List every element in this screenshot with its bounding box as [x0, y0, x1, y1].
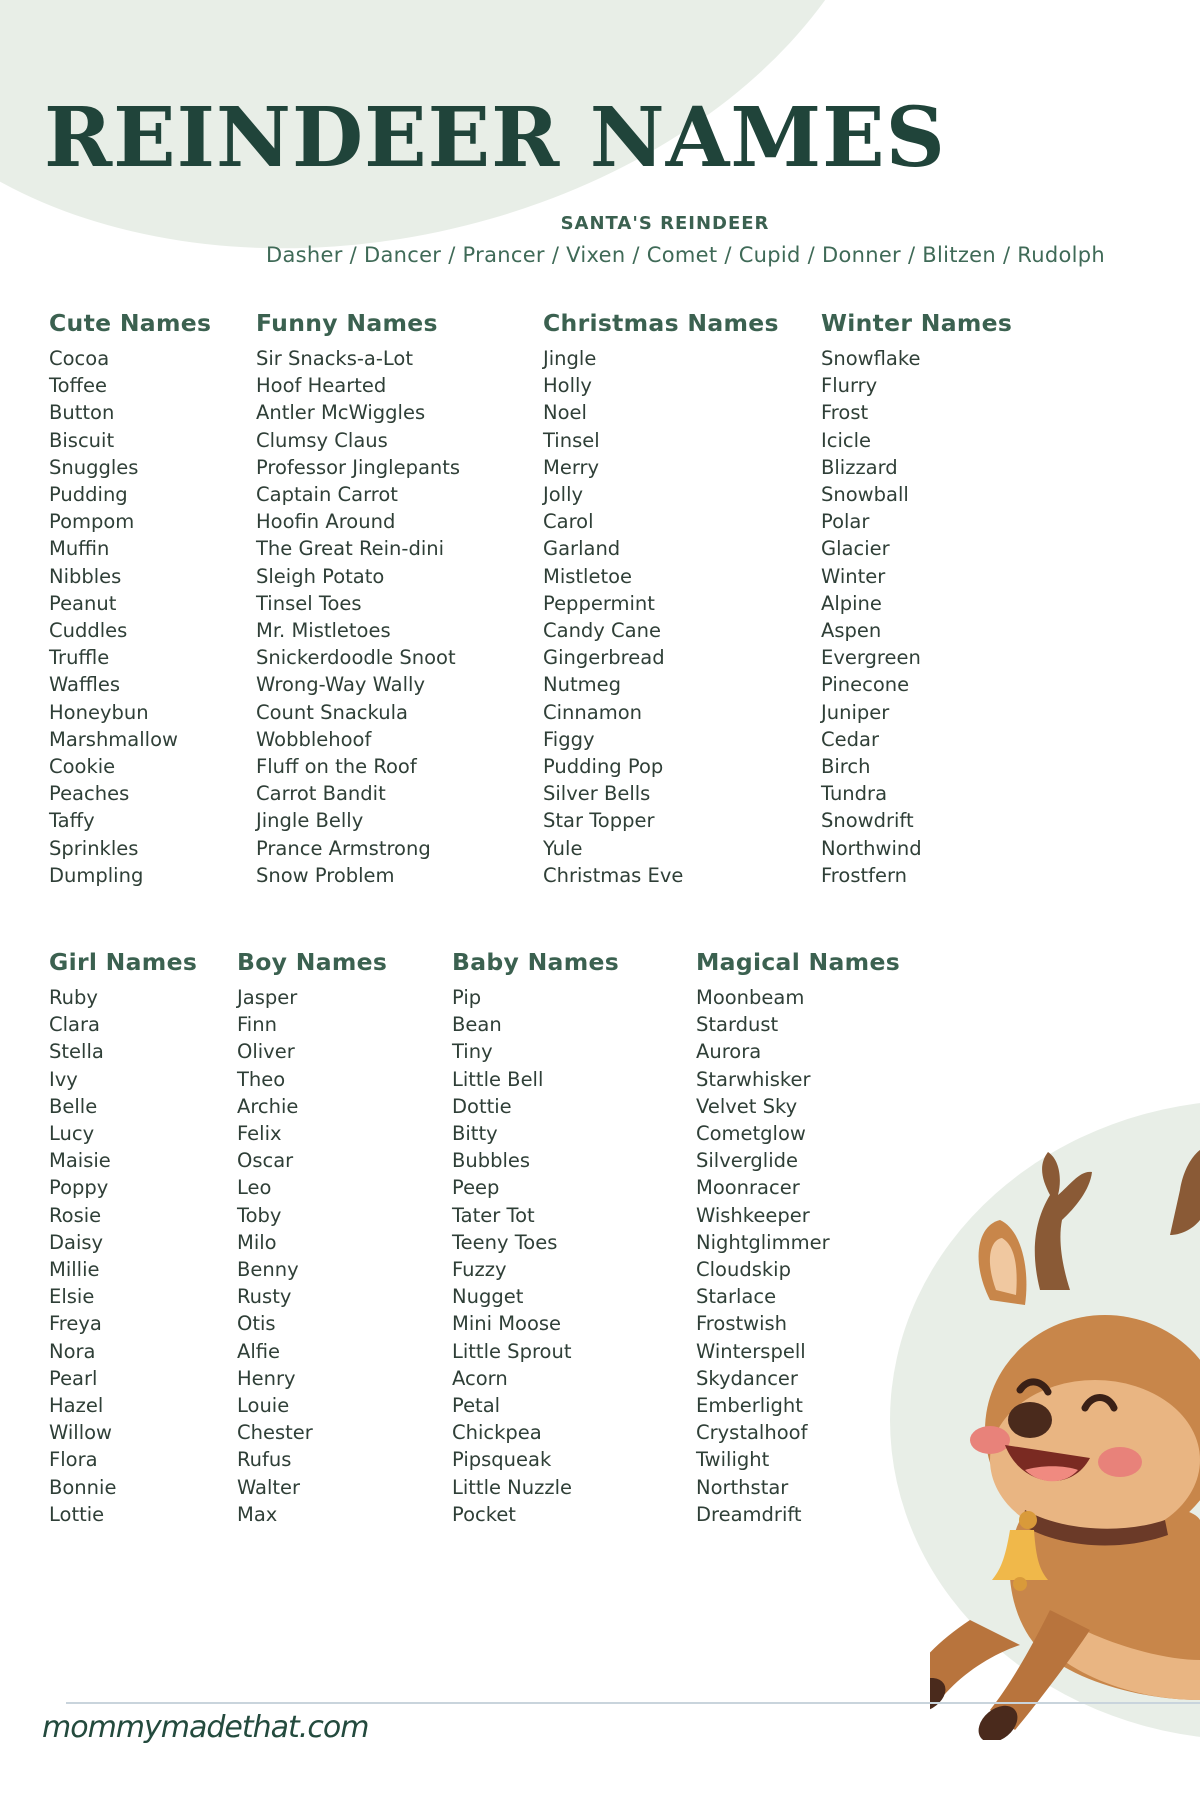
section-magical-names: [696, 948, 900, 1528]
name-item: Juniper: [821, 700, 890, 724]
name-item: Teeny Toes: [452, 1230, 558, 1254]
name-item: Frost: [821, 401, 869, 425]
name-item: Birch: [821, 755, 871, 779]
name-item: Northwind: [821, 836, 922, 860]
name-item: Cedar: [821, 727, 879, 751]
name-item: Wrong-Way Wally: [256, 673, 425, 697]
footer-divider: [66, 1702, 1200, 1704]
name-item: Starwhisker: [696, 1067, 811, 1091]
name-item: Hoof Hearted: [256, 374, 387, 398]
name-item: Belle: [49, 1094, 98, 1118]
section-title: Winter Names: [821, 309, 1013, 337]
name-item: Walter: [237, 1475, 301, 1499]
name-item: Polar: [821, 510, 870, 534]
name-item: Fuzzy: [452, 1258, 507, 1282]
name-item: Twilight: [696, 1448, 770, 1472]
name-item: Otis: [237, 1312, 276, 1336]
name-item: Daisy: [49, 1230, 104, 1254]
name-item: Aspen: [821, 619, 882, 643]
name-item: Peaches: [49, 782, 130, 806]
reindeer-icon: [930, 1140, 1200, 1740]
name-item: Nightglimmer: [696, 1230, 830, 1254]
name-item: Velvet Sky: [696, 1094, 798, 1118]
name-item: Cocoa: [49, 347, 110, 370]
name-item: Theo: [237, 1067, 286, 1091]
name-item: Yule: [543, 836, 583, 860]
name-item: Dottie: [452, 1094, 512, 1118]
name-item: Pinecone: [821, 673, 910, 697]
name-item: Louie: [237, 1394, 290, 1418]
name-item: Little Sprout: [452, 1339, 572, 1363]
name-item: Carrot Bandit: [256, 782, 386, 806]
name-item: Carol: [543, 510, 594, 534]
name-item: Wishkeeper: [696, 1203, 810, 1227]
name-list: [49, 984, 197, 1528]
name-item: Silver Bells: [543, 782, 651, 806]
name-item: The Great Rein-dini: [256, 537, 445, 561]
name-item: Petal: [452, 1394, 501, 1418]
name-item: Peanut: [49, 591, 117, 615]
section-cute-names: [49, 309, 211, 889]
name-item: Pipsqueak: [452, 1448, 552, 1472]
santa-reindeer-heading: SANTA'S REINDEER: [560, 213, 770, 234]
name-list: [452, 984, 619, 1528]
name-item: Gingerbread: [543, 646, 665, 670]
name-item: Oscar: [237, 1149, 294, 1173]
name-item: Moonracer: [696, 1176, 800, 1200]
section-title: Cute Names: [49, 309, 212, 337]
section-title: Christmas Names: [543, 309, 779, 337]
name-item: Muffin: [49, 537, 110, 561]
name-item: Sprinkles: [49, 836, 139, 860]
name-item: Snowball: [821, 483, 909, 507]
name-item: Merry: [543, 455, 600, 479]
name-item: Skydancer: [696, 1366, 798, 1390]
name-item: Honeybun: [49, 700, 149, 724]
name-item: Cookie: [49, 755, 116, 779]
name-list: [49, 345, 211, 889]
name-item: Rosie: [49, 1203, 102, 1227]
name-item: Figgy: [543, 727, 595, 751]
name-item: Snowdrift: [821, 809, 914, 833]
section-title: Baby Names: [452, 948, 620, 976]
name-item: Lottie: [49, 1502, 105, 1526]
section-girl-names: [49, 948, 197, 1528]
page-title: REINDEER NAMES: [44, 90, 946, 186]
name-item: Blizzard: [821, 455, 898, 479]
name-item: Pudding Pop: [543, 755, 664, 779]
name-item: Rufus: [237, 1448, 292, 1472]
name-item: Ivy: [49, 1067, 78, 1091]
name-item: Nora: [49, 1339, 96, 1363]
name-item: Jolly: [543, 483, 584, 507]
name-item: Alpine: [821, 591, 882, 615]
name-item: Marshmallow: [49, 727, 178, 751]
name-item: Chickpea: [452, 1421, 542, 1445]
name-item: Maisie: [49, 1149, 111, 1173]
section-title: Funny Names: [256, 309, 438, 337]
name-item: Cinnamon: [543, 700, 642, 724]
section-christmas-names: [543, 309, 779, 889]
name-item: Pearl: [49, 1366, 98, 1390]
name-item: Cloudskip: [696, 1258, 791, 1282]
name-item: Moonbeam: [696, 986, 805, 1009]
name-item: Wobblehoof: [256, 727, 372, 751]
name-item: Flurry: [821, 374, 878, 398]
name-item: Jingle Belly: [256, 809, 364, 833]
section-baby-names: [452, 948, 619, 1528]
name-item: Evergreen: [821, 646, 921, 670]
name-item: Snowflake: [821, 347, 921, 370]
name-item: Frostfern: [821, 863, 908, 887]
name-item: Leo: [237, 1176, 272, 1200]
name-item: Stella: [49, 1040, 104, 1064]
name-item: Peep: [452, 1176, 500, 1200]
name-item: Star Topper: [543, 809, 655, 833]
name-item: Acorn: [452, 1366, 508, 1390]
name-item: Aurora: [696, 1040, 762, 1064]
name-item: Toby: [237, 1203, 282, 1227]
name-list: [543, 345, 779, 889]
name-item: Fluff on the Roof: [256, 755, 417, 779]
name-item: Pompom: [49, 510, 135, 534]
name-item: Bean: [452, 1013, 502, 1037]
name-item: Pocket: [452, 1502, 516, 1526]
name-item: Glacier: [821, 537, 890, 561]
name-item: Stardust: [696, 1013, 779, 1037]
name-item: Felix: [237, 1122, 282, 1146]
name-item: Sleigh Potato: [256, 564, 385, 588]
name-item: Poppy: [49, 1176, 109, 1200]
name-item: Elsie: [49, 1285, 95, 1309]
name-item: Millie: [49, 1258, 100, 1282]
name-item: Icicle: [821, 428, 872, 452]
name-item: Lucy: [49, 1122, 95, 1146]
name-item: Dumpling: [49, 863, 144, 887]
name-item: Tundra: [821, 782, 888, 806]
name-item: Pudding: [49, 483, 128, 507]
name-item: Alfie: [237, 1339, 281, 1363]
section-title: Girl Names: [49, 948, 198, 976]
name-item: Little Nuzzle: [452, 1475, 573, 1499]
name-item: Captain Carrot: [256, 483, 398, 507]
name-item: Flora: [49, 1448, 98, 1472]
name-item: Mini Moose: [452, 1312, 562, 1336]
name-item: Candy Cane: [543, 619, 661, 643]
name-item: Northstar: [696, 1475, 789, 1499]
name-item: Antler McWiggles: [256, 401, 426, 425]
name-list: [696, 984, 900, 1528]
name-item: Pip: [452, 986, 482, 1009]
name-item: Nibbles: [49, 564, 122, 588]
name-item: Freya: [49, 1312, 102, 1336]
section-boy-names: [237, 948, 387, 1528]
section-funny-names: [256, 309, 460, 889]
name-item: Ruby: [49, 986, 98, 1009]
name-item: Max: [237, 1502, 278, 1526]
section-title: Magical Names: [696, 948, 900, 976]
name-item: Noel: [543, 401, 587, 425]
name-item: Finn: [237, 1013, 277, 1037]
name-item: Starlace: [696, 1285, 777, 1309]
name-item: Benny: [237, 1258, 299, 1282]
name-list: [256, 345, 460, 889]
section-winter-names: [821, 309, 1012, 889]
name-item: Willow: [49, 1421, 112, 1445]
name-item: Hazel: [49, 1394, 104, 1418]
name-item: Holly: [543, 374, 592, 398]
name-item: Snow Problem: [256, 863, 395, 887]
santa-reindeer-names: Dasher / Dancer / Prancer / Vixen / Comet / Cupid / Donner / Blitzen / Rudolph: [266, 243, 1106, 267]
name-item: Archie: [237, 1094, 299, 1118]
name-item: Sir Snacks-a-Lot: [256, 347, 413, 370]
name-item: Mr. Mistletoes: [256, 619, 391, 643]
name-item: Clara: [49, 1013, 100, 1037]
name-item: Tinsel Toes: [256, 591, 362, 615]
name-item: Winterspell: [696, 1339, 806, 1363]
name-item: Prance Armstrong: [256, 836, 431, 860]
name-item: Frostwish: [696, 1312, 788, 1336]
name-item: Bonnie: [49, 1475, 117, 1499]
name-item: Truffle: [49, 646, 110, 670]
name-item: Henry: [237, 1366, 296, 1390]
name-item: Clumsy Claus: [256, 428, 388, 452]
name-item: Dreamdrift: [696, 1502, 802, 1526]
name-item: Hoofin Around: [256, 510, 396, 534]
section-title: Boy Names: [237, 948, 388, 976]
site-logo: mommymadethat.com: [42, 1710, 369, 1745]
name-item: Bitty: [452, 1122, 498, 1146]
name-item: Winter: [821, 564, 886, 588]
name-item: Button: [49, 401, 115, 425]
name-item: Taffy: [49, 809, 95, 833]
name-item: Snuggles: [49, 455, 139, 479]
name-item: Biscuit: [49, 428, 115, 452]
name-item: Chester: [237, 1421, 313, 1445]
name-item: Milo: [237, 1230, 277, 1254]
name-item: Bubbles: [452, 1149, 531, 1173]
name-item: Count Snackula: [256, 700, 408, 724]
name-item: Cuddles: [49, 619, 128, 643]
name-list: [237, 984, 387, 1528]
name-item: Waffles: [49, 673, 120, 697]
name-item: Tater Tot: [452, 1203, 535, 1227]
name-item: Crystalhoof: [696, 1421, 808, 1445]
name-item: Nutmeg: [543, 673, 621, 697]
name-item: Rusty: [237, 1285, 292, 1309]
name-item: Jingle: [543, 347, 597, 370]
name-item: Tiny: [452, 1040, 493, 1064]
name-list: [821, 345, 1012, 889]
name-item: Emberlight: [696, 1394, 803, 1418]
name-item: Mistletoe: [543, 564, 633, 588]
name-item: Professor Jinglepants: [256, 455, 461, 479]
name-item: Tinsel: [543, 428, 600, 452]
name-item: Snickerdoodle Snoot: [256, 646, 456, 670]
name-item: Little Bell: [452, 1067, 544, 1091]
name-item: Toffee: [49, 374, 107, 398]
name-item: Peppermint: [543, 591, 655, 615]
name-item: Jasper: [237, 986, 298, 1009]
name-item: Cometglow: [696, 1122, 806, 1146]
name-item: Nugget: [452, 1285, 524, 1309]
name-item: Silverglide: [696, 1149, 799, 1173]
name-item: Christmas Eve: [543, 863, 684, 887]
name-item: Garland: [543, 537, 621, 561]
name-item: Oliver: [237, 1040, 295, 1064]
